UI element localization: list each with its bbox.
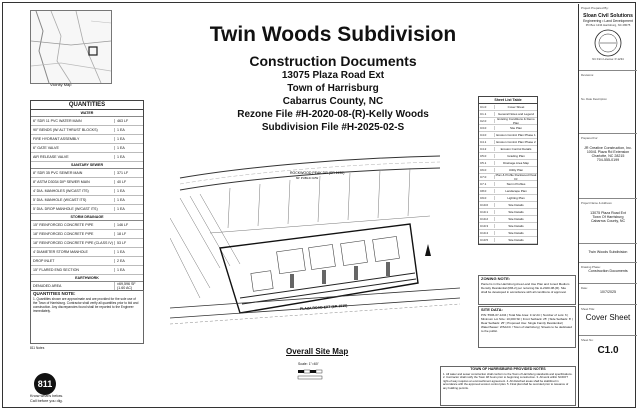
sheet-list-number: C9.0 (479, 196, 495, 200)
quantity-description: DROP INLET (33, 259, 55, 263)
quantities-row (31, 266, 143, 275)
sheet-list-row (479, 118, 537, 125)
sheet-list-row (479, 202, 537, 209)
sheet-list-row (479, 125, 537, 132)
sheet-list-row (479, 174, 537, 181)
sheet-list-title: Site Details (508, 231, 524, 235)
owner-block (579, 134, 637, 199)
call-811-text (30, 394, 63, 404)
sheet-list-number: C3.0 (479, 126, 495, 130)
quantities-note-header: QUANTITIES NOTE: (33, 291, 76, 296)
scale-text: Scale: 1"=60' (298, 362, 319, 366)
sheet-list-title: Utility Plan (508, 168, 524, 172)
quantities-row (31, 248, 143, 257)
revisions-header: No. Date Description (581, 97, 607, 101)
quantities-section-header: STORM DRAINAGE (31, 214, 143, 221)
site-data-box (478, 306, 576, 348)
sheet-list-number: C10.3 (479, 224, 495, 228)
sheet-list-number: C1.0 (479, 105, 495, 109)
professional-seal (588, 29, 628, 57)
sheet-title-block (579, 305, 637, 336)
quantities-row (31, 257, 143, 266)
sheet-list-title: Site Details (508, 224, 524, 228)
owner-phone: 704-555-0199 (596, 158, 620, 162)
quantities-row (31, 205, 143, 214)
quantity-value: 2 EA (114, 259, 143, 263)
quantity-value: 1 EA (114, 268, 143, 272)
quantities-section-header: WATER (31, 110, 143, 117)
sheet-number-label: Sheet No: (581, 338, 594, 342)
sheet-list-title: Existing Conditions & Demo Plan (497, 117, 535, 125)
vicinity-map (30, 10, 112, 84)
rockwood-road-label: ROCKWOOD PEAK DR (SR 1130) (290, 171, 345, 175)
sheet-list-number: C6.0 (479, 168, 495, 172)
sheet-number: C1.0 (597, 345, 619, 356)
sheet-list-row (479, 160, 537, 167)
revisions-label: Revisions: (581, 73, 594, 77)
sheet-list-title: Erosion Control Details (500, 147, 532, 151)
quantities-body (31, 110, 143, 291)
project-address: 13075 Plaza Road Ext (281, 70, 385, 81)
owner-city: Charlotte, NC 28215 (591, 154, 625, 158)
quantity-description: 5' DIA. MANHOLE (W/CAST ITS) (33, 198, 87, 202)
date-label: Date: (581, 286, 588, 290)
town-notes-body: 1. All water and sewer construction shall conform to the Town of Harrisburg standards and specifications. 2. Contractor shall notify the Town 48 hours prior to beginning construction. 3. All work within NCDOT right-of-way requires an encroachment agreement. 4. All disturbed areas shall be stabilized in accordance with the approved erosion control plan. 5. Final plat shall be recorded prior to issuance of any building permits. (443, 371, 573, 390)
quantities-row (31, 221, 143, 230)
quantities-header: QUANTITIES (31, 101, 143, 110)
quantities-row (31, 196, 143, 205)
quantity-value: 53 LF (114, 241, 143, 245)
sheet-list-title: Site Details (508, 203, 524, 207)
sheet-list-table (478, 96, 538, 245)
sheet-list-number: C5.0 (479, 154, 495, 158)
owner-name: JR Creative Construction, Inc. (584, 146, 632, 150)
sheet-list-number: C7.1 (479, 182, 495, 186)
quantity-description: FIRE HYDRANT ASSEMBLY (33, 137, 80, 141)
quantities-table (30, 100, 144, 292)
scale-bar-graphic (296, 368, 324, 382)
revisions-block (579, 71, 637, 134)
overall-site-plan (170, 138, 460, 338)
firm-name: Sloan Civil Solutions (583, 13, 633, 19)
quantity-description: 18" REINFORCED CONCRETE PIPE (CLASS IV) (33, 241, 113, 245)
quantity-value: 1 EA (114, 137, 143, 141)
project-town: Town of Harrisburg (287, 83, 379, 94)
quantity-value: 1 EA (114, 128, 143, 132)
quantity-description: 6" GATE VALVE (33, 146, 59, 150)
sheet-list-row (479, 132, 537, 139)
sheet-list-title: Plan & Profile Rockwood Peak Dr (495, 173, 537, 181)
quantity-value: 1 EA (114, 250, 143, 254)
title-block (578, 4, 637, 408)
sheet-list-number: C10.2 (479, 217, 495, 221)
prepared-by-block (579, 4, 637, 71)
sheet-list-number: C5.1 (479, 161, 495, 165)
rezone-file: Rezone File #H-2020-08-(R)-Kelly Woods (237, 109, 429, 120)
project-title: Twin Woods Subdivision (209, 23, 457, 46)
date-block (579, 284, 637, 305)
title-block-center (160, 22, 506, 134)
sheet-list-row (479, 237, 537, 244)
site-data-header: SITE DATA: (481, 307, 503, 312)
tb-project-town: Town Of Harrisburg (592, 215, 624, 219)
quantities-row (31, 178, 143, 187)
existing-lots (210, 168, 430, 233)
drawing-phase-block (579, 263, 637, 284)
site-data-body: PIN: 5506-67-1234 | Total Site Area: 3.12 AC | Number of Lots: 6 | Minimum Lot Size: 10,000 SF | Front Setback: 25' | Side Setback: 8' | Rear Setback: 25' | Proposed Use: Single Family Residential | Water/Sewer: WSACC / Town of Harrisburg | Streets to be dedicated to the public. (481, 313, 573, 333)
quantity-value: ±69,596 SF (1.60 AC) (114, 282, 143, 290)
tb-project-name: Twin Woods Subdivision (588, 250, 628, 254)
sheet-list-number: C4.1 (479, 140, 495, 144)
sheet-title-label: Sheet Title: (581, 307, 595, 311)
sheet-list-row (479, 104, 537, 111)
quantity-description: 6" SDR 11 PVC WATER MAIN (33, 119, 82, 123)
quantity-value: 1 EA (114, 146, 143, 150)
plaza-road-label: PLAZA ROAD EXT (SR 1010) (299, 303, 348, 311)
sheet-list-row (479, 188, 537, 195)
tb-project-county: Cabarrus County, NC (590, 219, 626, 223)
scale-bar (296, 368, 324, 382)
quantities-row (31, 135, 143, 144)
quantity-value: 463 LF (114, 119, 143, 123)
quantities-row (31, 169, 143, 178)
quantities-row (31, 153, 143, 162)
zoning-note (478, 275, 576, 305)
zoning-note-body: Parcel is in the Harrisburg Area Land Use Plan and zoned Medium Density Residential (RM-2) per rezoning file H-2020-08-(R). Site shall be developed in accordance with all conditions of approval. (481, 282, 570, 294)
notes-811-label: 811 Notes (30, 346, 45, 350)
quantity-description: 4' DIAMETER STORM MANHOLE (33, 250, 88, 254)
document-type: Construction Documents (249, 53, 417, 69)
call-811-badge: 811 (37, 379, 53, 389)
subdivision-file: Subdivision File #H-2025-02-S (261, 122, 405, 133)
sheet-list-number: C10.1 (479, 210, 495, 214)
sheet-list-number: C4.0 (479, 133, 495, 137)
date-value: 10/7/2025 (600, 290, 616, 294)
quantity-description: AIR RELEASE VALVE (33, 155, 69, 159)
west-lots (170, 194, 240, 298)
quantity-description: 4' DIA. MANHOLES (W/CAST ITS) (33, 189, 89, 193)
sheet-list-number: C10.5 (479, 238, 495, 242)
quantity-value: 1 EA (114, 198, 143, 202)
rockwood-road-sub: 60' PUBLIC R/W (296, 176, 319, 180)
sheet-list-number: C2.0 (479, 119, 495, 123)
project-block (579, 199, 637, 244)
quantity-value: 18 LF (114, 232, 143, 236)
tb-project-address: 13075 Plaza Road Ext (590, 211, 626, 215)
sheet-number-block (579, 336, 637, 370)
sheet-list-row (479, 230, 537, 237)
firm-license: NC Firm License: P-1234 (592, 57, 624, 61)
quantities-row (31, 144, 143, 153)
quantities-note-box (30, 290, 144, 344)
sheet-title: Cover Sheet (585, 313, 631, 322)
quantities-note-body: 1. Quantities shown are approximate and are provided for the sole use of the Town of Harrisburg. Contractor shall verify all quantities prior to bid and construction. Any discrepancies found shall be reported to the Engineer immediately. (33, 297, 139, 313)
sheet-list-title: Lighting Plan (507, 196, 525, 200)
project-name-block (579, 244, 637, 263)
town-notes-header: TOWN OF HARRISBURG PROVIDED NOTES (470, 367, 546, 371)
sheet-list-title: Site Plan (509, 126, 522, 130)
quantity-value: 40 LF (114, 180, 143, 184)
sheet-list-row (479, 223, 537, 230)
quantity-description: DENUDED AREA (33, 284, 62, 288)
sheet-list-title: Cover Sheet (507, 105, 525, 109)
sheet-list-title: Site Details (508, 217, 524, 221)
sheet-list-number: C10.0 (479, 203, 495, 207)
vicinity-map-label: Vicinity Map (50, 82, 72, 87)
quantity-description: 15" REINFORCED CONCRETE PIPE (33, 223, 94, 227)
sheet-list-rows (479, 104, 537, 244)
north-arrow-icon (425, 244, 431, 256)
quantity-value: 146 LF (114, 223, 143, 227)
sheet-list-number: C4.2 (479, 147, 495, 151)
quantity-description: 18" REINFORCED CONCRETE PIPE (33, 232, 94, 236)
quantities-section-header: SANITARY SEWER (31, 162, 143, 169)
sheet-list-row (479, 181, 537, 188)
firm-address: PO Box 1234 Harrisburg, NC 28075 (585, 23, 631, 27)
quantity-description: 8" ASTM D3034 DIP SEWER MAIN (33, 180, 90, 184)
owner-label: Prepared For: (581, 136, 599, 140)
quantities-row (31, 126, 143, 135)
town-notes-box (440, 366, 576, 406)
prepared-by-label: Project Prepared By: (581, 6, 609, 10)
sheet-list-title: Drainage Area Map (503, 161, 529, 165)
zoning-note-header: ZONING NOTE: (481, 276, 511, 281)
call-811-line1: Know what's below. (30, 394, 64, 398)
sheet-list-row (479, 139, 537, 146)
sheet-list-title: Landscape Plan (505, 189, 527, 193)
sheet-list-number: C10.4 (479, 231, 495, 235)
vicinity-map-graphic (31, 11, 111, 83)
project-county: Cabarrus County, NC (282, 96, 384, 107)
quantity-value: 1 EA (114, 189, 143, 193)
quantity-value: 1 EA (114, 207, 143, 211)
site-plan-label: Overall Site Map (286, 347, 349, 356)
sheet-list-title: Erosion Control Plan Phase 2 (496, 140, 536, 144)
call-811-icon (30, 372, 60, 396)
site-plan-drawing (170, 138, 460, 338)
sheet-list-row (479, 216, 537, 223)
sheet-list-header: Sheet List Table (479, 97, 537, 104)
firm-subtitle: Engineering • Land Development (583, 19, 633, 23)
seal-icon (588, 29, 628, 57)
sheet-list-number: C7.0 (479, 175, 495, 179)
sheet-list-title: Site Details (508, 238, 524, 242)
quantities-row (31, 187, 143, 196)
quantity-description: 15" FLARED END SECTION (33, 268, 80, 272)
drawing-phase-value: Construction Documents (588, 269, 628, 273)
sheet-list-row (479, 146, 537, 153)
quantity-description: 8" SDR 35 PVC SEWER MAIN (33, 171, 83, 175)
quantities-row (31, 239, 143, 248)
owner-address: 10041 Plaza Rd Extension (586, 150, 630, 154)
quantity-description: 5' DIA. DROP MANHOLE (W/CAST ITS) (33, 207, 98, 211)
sheet-list-row (479, 209, 537, 216)
quantity-value: 1 EA (114, 155, 143, 159)
sheet-list-title: Erosion Control Plan Phase 1 (496, 133, 536, 137)
quantity-description: 90° BENDS (W/ ALT THRUST BLOCKS) (33, 128, 98, 132)
sheet-list-title: General Notes and Legend (497, 112, 535, 116)
project-label: Project Name & Address: (581, 201, 613, 205)
sheet-list-number: C1.1 (479, 112, 495, 116)
sheet-list-row (479, 195, 537, 202)
sheet-list-title: Grading Plan (507, 154, 525, 158)
sheet-list-number: C8.0 (479, 189, 495, 193)
quantity-value: 371 LF (114, 171, 143, 175)
quantities-section-header: EARTHWORK (31, 275, 143, 282)
sheet-list-row (479, 153, 537, 160)
quantities-row (31, 117, 143, 126)
call-811-logo (30, 372, 60, 396)
drawing-phase-label: Drawing Phase: (581, 265, 601, 269)
quantities-row (31, 230, 143, 239)
sheet-list-title: Site Details (508, 210, 524, 214)
sheet-list-title: Storm Profiles (506, 182, 526, 186)
call-811-line2: Call before you dig. (30, 399, 63, 403)
